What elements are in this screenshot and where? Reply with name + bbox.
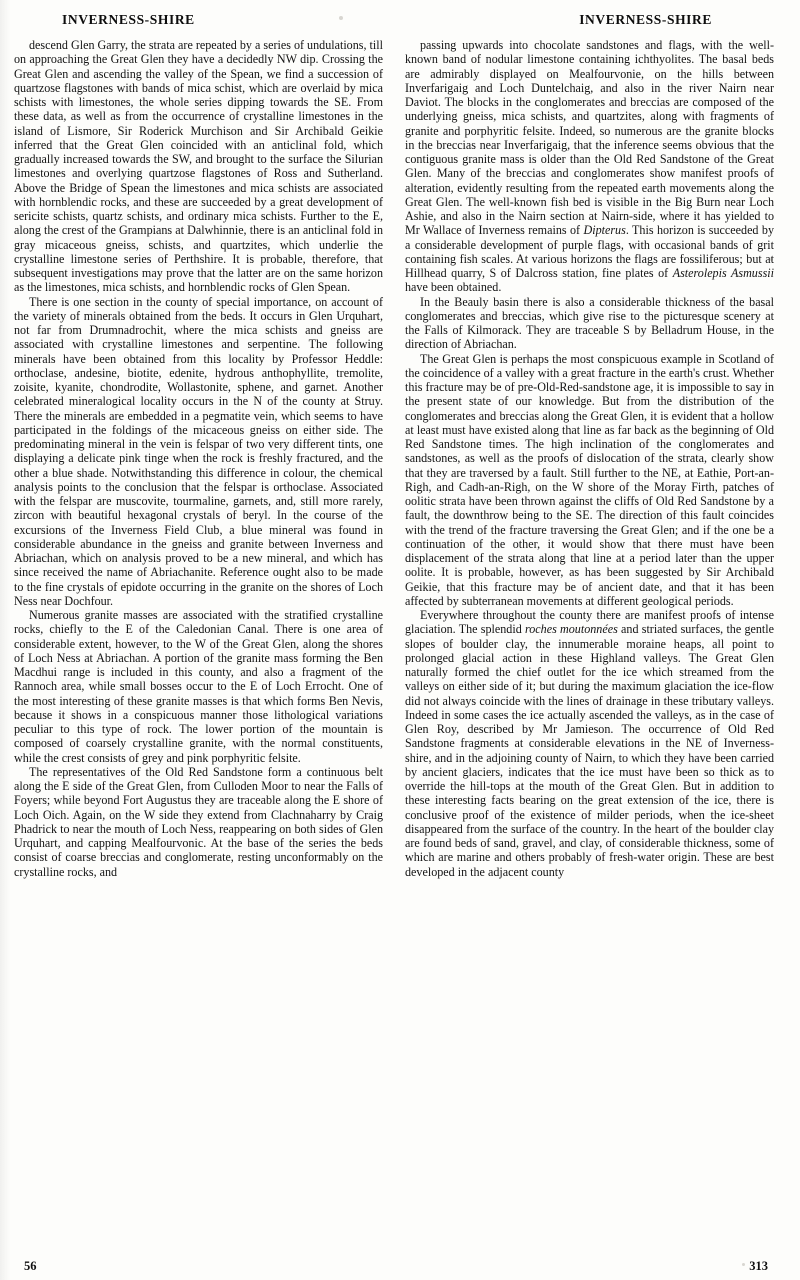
paragraph: descend Glen Garry, the strata are repeated by a series of undulations, till on approaching the Great Glen they have a decidedly NW dip. Crossing the Great Glen and ascending the valley of the Spean, we find a succession of quartzose flagstones with bands of mica schist, which are overlaid by mica schists with limestones, the whole series dipping towards the SE. From these data, as well as from the occurrence of crystalline limestones in the island of Lismore, Sir Roderick Murchison and Sir Archibald Geikie inferred that the Great Glen coincided with an anticlinal fold, which gradually increased towards the SW, and brought to the surface the Silurian limestones and overlying quartzose flagstones of Ross and Sutherland. Above the Bridge of Spean the limestones and mica schists are associated with hornblendic rocks, and these are succeeded by a great development of sericite schists, quartz schists, and ordinary mica schists. Further to the E, along the crest of the Grampians at Dalwhinnie, there is an anticlinal fold in gray micaceous gneiss, schists, and quartzites, which underlie the crystalline limestone series of Perthshire. It is probable, therefore, that subsequent investigations may prove that the latter are on the same horizon as the limestones, mica schists, and hornblendic rocks of Glen Spean. <box>14 38 383 295</box>
paragraph: Everywhere throughout the county there are manifest proofs of intense glaciation. The splendid roches moutonnées and striated surfaces, the gentle slopes of boulder clay, the innumerable moraine heaps, all point to prolonged glacial action in these Highland valleys. The Great Glen naturally formed the chief outlet for the ice which streamed from the valleys on either side of it; but during the maximum glaciation the ice-flow did not always coincide with the lines of drainage in these tributary valleys. Indeed in some cases the ice actually ascended the valleys, as in the case of Glen Roy, described by Mr Jamieson. The occurrence of Old Red Sandstone fragments at considerable elevations in the NE of Inverness-shire, and in the adjoining county of Nairn, to which they have been carried by ancient glaciers, indicates that the ice must have been so thick as to override the hill-tops at the mouth of the Great Glen. But in addition to these interesting facts bearing on the great extension of the ice, there is conclusive proof of the existence of milder periods, when the ice-sheet disappeared from the surface of the country. In the heart of the boulder clay are found beds of sand, gravel, and clay, of considerable thickness, some of which are marine and others probably of fresh-water origin. These are best developed in the adjacent county <box>405 608 775 879</box>
paragraph: passing upwards into chocolate sandstones and flags, with the well-known band of nodular limestone containing ichthyolites. The basal beds are admirably displayed on Mealfourvonie, on the hills between Inverfarigaig and Loch Duntelchaig, and also in the river Nairn near Daviot. The blocks in the conglomerates and breccias are composed of the underlying gneiss, mica schists, and quartzites, along with fragments of granite and porphyritic felsite. Indeed, so numerous are the granite blocks in the breccias near Inverfarigaig, that the inference seems obvious that the contiguous granite mass is older than the Old Red Sandstone of the Great Glen. Many of the breccias and conglomerates show manifest proofs of alteration, evidently resulting from the repeated earth movements along the Great Glen. The well-known fish bed is visible in the Big Burn near Loch Ashie, and also in the Nairn section at Nairn-side, where it has yielded to Mr Wallace of Inverness remains of Dipterus. This horizon is succeeded by a considerable development of purple flags, with occasional bands of grit containing fish scales. At various horizons the flags are fossiliferous; but at Hillhead quarry, S of Dalcross station, fine plates of Asterolepis Asmussii have been obtained. <box>405 38 774 295</box>
running-head-left: INVERNESS-SHIRE <box>62 12 195 27</box>
paragraph: The representatives of the Old Red Sandstone form a continuous belt along the E side of the Great Glen, from Culloden Moor to near the Falls of Foyers; while beyond Fort Augustus they are traceable along the E shore of Loch Oich. Again, on the W side they extend from Clachnaharry by Craig Phadrick to near the mouth of Loch Ness, reappearing on both sides of Glen Urquhart, and capping Mealfourvonic. At the base of the series the beds consist of coarse breccias and conglomerate, resting unconformably on the crystalline rocks, and <box>14 764 383 879</box>
paragraph: Numerous granite masses are associated with the stratified crystalline rocks, chiefly to the E of the Caledonian Canal. There is one area of considerable extent, however, to the W of the Great Glen, along the shores of Loch Ness at Abriachan. A portion of the granite mass forming the Ben Macdhui range is included in this county, and also a fragment of the Rannoch area, while small bosses occur to the E of Loch Errocht. One of the most interesting of these granite masses is that which forms Ben Nevis, because it shows in a conspicuous manner those lithological variations peculiar to this type of rock. The lower portion of the mountain is composed of coarsely crystalline granite, with the normal constituents, while the crest consists of grey and pink porphyritic felsite. <box>14 608 383 765</box>
page-footers <box>14 1259 786 1274</box>
text-columns <box>14 38 786 1228</box>
folio-right: 313 <box>749 1259 768 1273</box>
paragraph: There is one section in the county of special importance, on account of the variety of minerals obtained from the beds. It occurs in Glen Urquhart, not far from Drumnadrochit, where the mica schists and gneiss are associated with crystalline limestones and serpentine. The following minerals have been obtained from this locality by Professor Heddle: orthoclase, andesine, biotite, edenite, hydrous anthophyllite, tremolite, zoisite, kyanite, chondrodite, Wollastonite, sphene, and garnet. Another celebrated mineralogical locality occurs in the N of the county at Struy. There the minerals are embedded in a pegmatite vein, which seems to have participated in the foldings of the micaceous gneiss on either side. The predominating mineral in the vein is felspar of two very different tints, one displaying a delicate pink tinge when the rock is freshly fractured, and the other a blue shade. Notwithstanding this difference in colour, the chemical analysis points to the conclusion that the felspar is orthoclase. Associated with the felspar are muscovite, tourmaline, garnets, and, still more rarely, zircon with beautiful hexagonal crystals of beryl. In the course of the excursions of the Inverness Field Club, a blue mineral was found in considerable abundance in the gneiss and granite between Inverness and Abriachan, which on analysis proved to be a new mineral, and which has since received the name of Abriachanite. Reference ought also to be made to the fine crystals of epidote occurring in the granite on the shores of Loch Ness near Dochfour. <box>14 294 383 608</box>
column-left <box>14 38 383 1228</box>
column-right <box>405 38 774 1228</box>
folio-left: 56 <box>24 1259 37 1273</box>
paragraph: The Great Glen is perhaps the most conspicuous example in Scotland of the coincidence of a valley with a great fracture in the earth's crust. Whether this fracture may be of pre-Old-Red-sandstone age, it is impossible to say in the present state of our knowledge. But from the distribution of the conglomerates and breccias along the Great Glen, it is evident that a hollow at least must have existed along that line as far back as the beginning of Old Red Sandstone times. The high inclination of the conglomerates and sandstones, as well as the proofs of dislocation of the strata, clearly show that they are traversed by a fault. Still further to the NE, at Eathie, Port-an-Righ, and Cadh-an-Righ, on the W shore of the Moray Firth, patches of oolitic strata have been thrown against the cliffs of Old Red Sandstone by a fault, the downthrow being to the SE. The direction of this fault coincides with the trend of the fracture traversing the Great Glen; and if the one be a continuation of the other, it would show that there must have been displacement of the strata along that line at a period later than the upper oolite. It is probable, however, as has been suggested by Sir Archibald Geikie, that this fracture may be of ancient date, and that it has been affected by subterranean movements at different geological periods. <box>405 351 774 608</box>
running-head-right: INVERNESS-SHIRE <box>579 12 712 27</box>
paragraph: In the Beauly basin there is also a considerable thickness of the basal conglomerates and breccias, which give rise to the picturesque scenery at the Falls of Kilmorack. They are traceable S by Belladrum House, in the direction of Abriachan. <box>405 294 774 352</box>
page-headers <box>14 12 786 28</box>
